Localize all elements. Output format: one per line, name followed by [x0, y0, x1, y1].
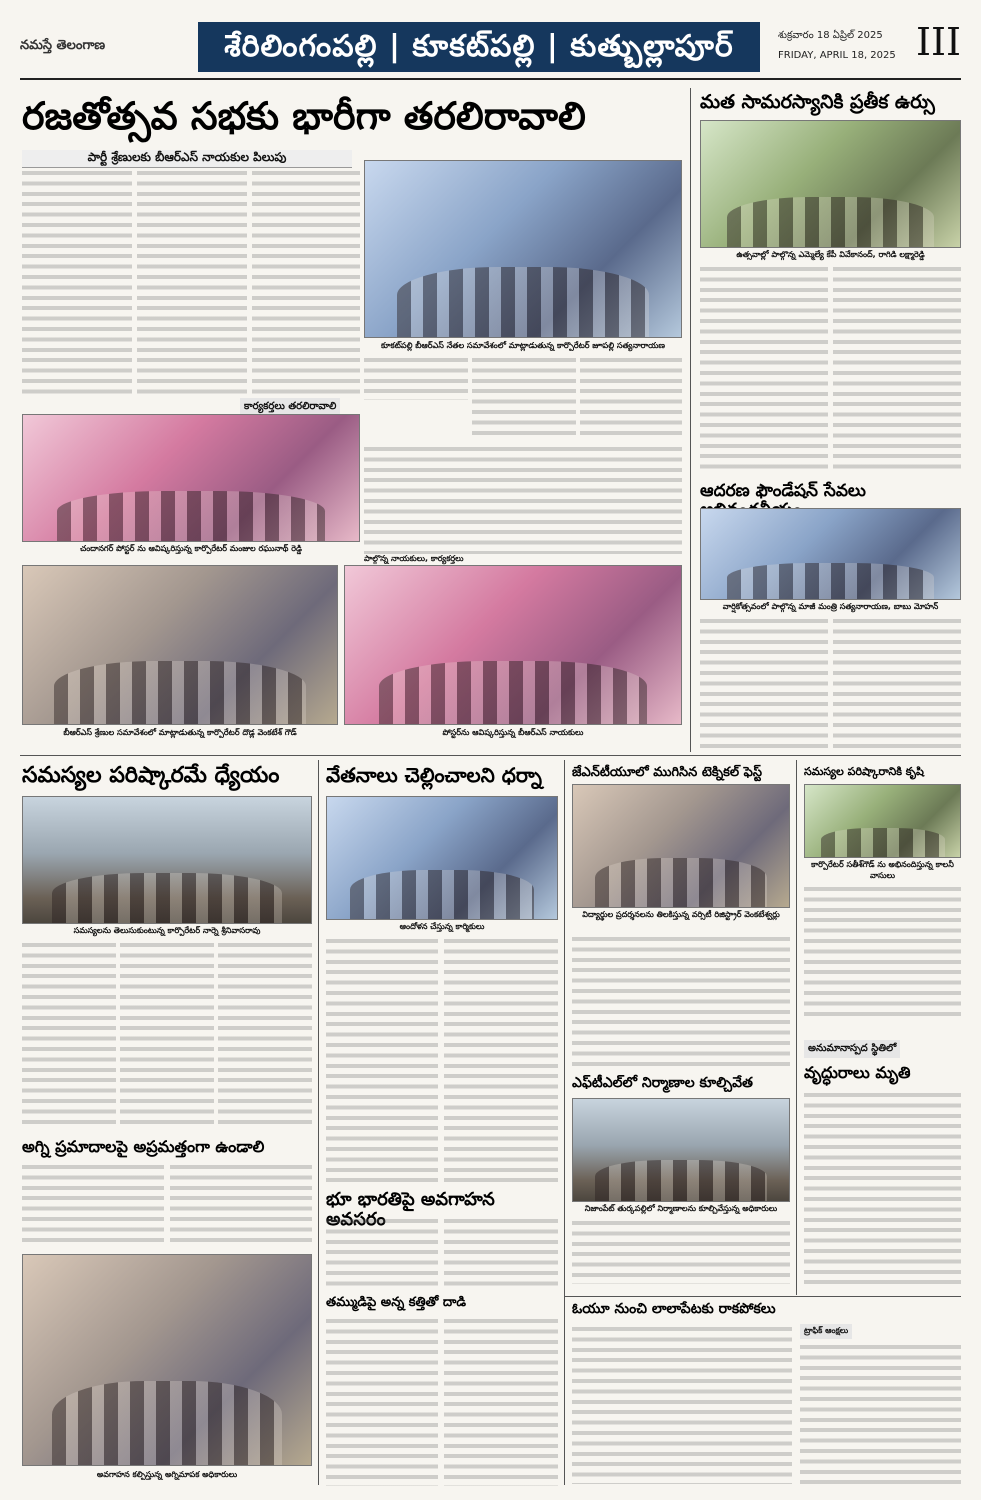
right1-headline: మత సామరస్యానికి ప్రతీక ఉర్సు: [700, 91, 935, 113]
s1-photo: [22, 796, 312, 924]
s4-body: [804, 884, 961, 1020]
s8-photo: [572, 1098, 790, 1202]
lead-column-6: [580, 355, 682, 440]
column-divider: [796, 760, 797, 1295]
s8-body: [572, 1218, 790, 1284]
s10-headline: ఓయూ నుంచి లాలాపేటకు రాకపోకలు: [572, 1301, 776, 1317]
s5-body: [804, 1090, 961, 1290]
s10-kicker: ట్రాఫిక్ ఆంక్షలు: [800, 1324, 852, 1339]
lead-photo-poster-caption: చందానగర్ పోస్టర్ ను ఆవిష్కరిస్తున్న కార్పొరేటర్ మంజుల రఘునాథ్ రెడ్డి: [80, 544, 302, 553]
right2-column-1: [700, 616, 828, 750]
section-divider: [564, 1296, 961, 1297]
s1-column-1: [22, 940, 116, 1130]
lead-photo-gathering-caption: బీఆర్ఎస్ శ్రేణుల సమావేశంలో మాట్లాడుతున్న కార్పొరేటర్ దొడ్ల వెంకటేశ్ గౌడ్: [63, 728, 297, 737]
lead-subhead: పార్టీ శ్రేణులకు బీఆర్ఎస్ నాయకుల పిలుపు: [22, 150, 352, 168]
lead-column-5: [472, 355, 576, 440]
s6-column-1: [22, 1162, 164, 1248]
s8-headline: ఎఫ్‌టీఎల్‌లో నిర్మాణాల కూల్చివేత: [572, 1075, 753, 1091]
s7-column-1: [326, 1216, 438, 1290]
s3-body: [572, 934, 790, 1070]
s3-photo: [572, 784, 790, 908]
lead-photo-launch: [344, 565, 682, 725]
lead-kicker: కార్యకర్తలు తరలిరావాలి: [240, 398, 340, 416]
s2-column-1: [326, 936, 438, 1186]
s2-caption: ఆందోళన చేస్తున్న కార్మికులు: [399, 922, 485, 931]
right1-caption: ఉత్సవాల్లో పాల్గొన్న ఎమ్మెల్యే కేపీ వివేకానంద్, రాగిడి లక్ష్మారెడ్డి: [736, 250, 925, 259]
s1-headline: సమస్యల పరిష్కారమే ధ్యేయం: [22, 763, 280, 788]
date-telugu: శుక్రవారం 18 ఏప్రిల్ 2025: [778, 30, 883, 41]
lead-column-1: [22, 168, 132, 398]
masthead: [20, 18, 961, 80]
s6-column-2: [170, 1162, 312, 1248]
column-divider: [564, 760, 565, 1485]
lead-column-7: [364, 444, 682, 554]
section-divider: [20, 755, 961, 756]
s1-column-3: [218, 940, 312, 1130]
s6-photo: [22, 1254, 312, 1466]
s9-column-1: [326, 1316, 438, 1486]
s4-photo: [804, 784, 961, 858]
s1-caption: సమస్యలను తెలుసుకుంటున్న కార్పొరేటర్ నార్నె శ్రీనివాసరావు: [73, 926, 261, 935]
lead-photo-meeting: [364, 160, 682, 338]
lead-column-4: [364, 355, 468, 400]
right2-column-2: [833, 616, 961, 750]
page-number: III: [915, 20, 961, 64]
right1-column-2: [833, 264, 961, 474]
right2-caption: వార్షికోత్సవంలో పాల్గొన్న మాజీ మంత్రి సత్యనారాయణ, బాబు మోహన్: [722, 602, 939, 611]
lead-photo-gathering: [22, 565, 338, 725]
s3-headline: జేఎన్‌టీయూలో ముగిసిన టెక్నికల్ ఫెస్ట్: [572, 765, 763, 780]
s4-headline: సమస్యల పరిష్కారానికి కృషి: [804, 765, 924, 778]
s2-photo: [326, 796, 558, 920]
s8-caption: నిజాంపేట్ తుర్కపల్లిలో నిర్మాణాలను కూల్చివేస్తున్న అధికారులు: [584, 1204, 778, 1213]
date-english: FRIDAY, APRIL 18, 2025: [778, 50, 896, 61]
edition-banner: శేరిలింగంపల్లి | కూకట్‌పల్లి | కుత్బుల్లాపూర్: [198, 22, 760, 72]
s4-caption: కార్పొరేటర్ సతీశ్‌గౌడ్ ను అభినందిస్తున్న కాలనీ వాసులు: [811, 860, 954, 880]
s9-column-2: [444, 1316, 558, 1486]
s10-column-1: [572, 1324, 792, 1484]
s10-column-2: [800, 1342, 961, 1484]
s5-headline: వృద్ధురాలు మృతి: [804, 1063, 911, 1082]
lead-photo-caption: కూకట్‌పల్లి బీఆర్ఎస్ నేతల సమావేశంలో మాట్లాడుతున్న కార్పొరేటర్ జూపల్లి సత్యనారాయణ: [380, 341, 666, 350]
right2-headline: ఆదరణ ఫౌండేషన్ సేవలు: [700, 481, 866, 501]
lead-column-2: [137, 168, 247, 398]
column-divider: [318, 760, 319, 1485]
s7-column-2: [444, 1216, 558, 1290]
s6-caption: అవగాహన కల్పిస్తున్న అగ్నిమాపక అధికారులు: [96, 1470, 238, 1479]
s3-caption: విద్యార్థుల ప్రదర్శనలను తిలకిస్తున్న వర్సిటీ రిజిస్ట్రార్ వెంకటేశ్వర్లు: [582, 910, 780, 919]
lead-photo-poster: [22, 414, 360, 542]
lead-photo-launch-caption: పోస్టర్‌ను ఆవిష్కరిస్తున్న బీఆర్ఎస్ నాయకులు: [442, 728, 584, 737]
s5-kicker: అనుమానాస్పద స్థితిలో: [804, 1040, 900, 1058]
s2-headline: వేతనాలు చెల్లించాలని ధర్నా: [326, 763, 542, 787]
lead-column-3: [252, 168, 360, 398]
s1-column-2: [120, 940, 214, 1130]
s2-column-2: [444, 936, 558, 1186]
date-block: [778, 26, 896, 66]
column-divider: [690, 88, 691, 752]
right2-photo: [700, 508, 961, 600]
s6-headline: అగ్ని ప్రమాదాలపై అప్రమత్తంగా ఉండాలి: [22, 1137, 265, 1156]
lead-headline: రజతోత్సవ సభకు భారీగా తరలిరావాలి: [22, 94, 586, 138]
right1-column-1: [700, 264, 828, 474]
right1-photo: [700, 120, 961, 248]
lead-photo-caption-2: పాల్గొన్న నాయకులు, కార్యకర్తలు: [364, 554, 464, 563]
s9-headline: తమ్ముడిపై అన్న కత్తితో దాడి: [326, 1295, 467, 1310]
brand-name: నమస్తే తెలంగాణ: [20, 38, 106, 53]
s7-headline: భూ భారతిపై అవగాహన అవసరం: [326, 1189, 495, 1230]
